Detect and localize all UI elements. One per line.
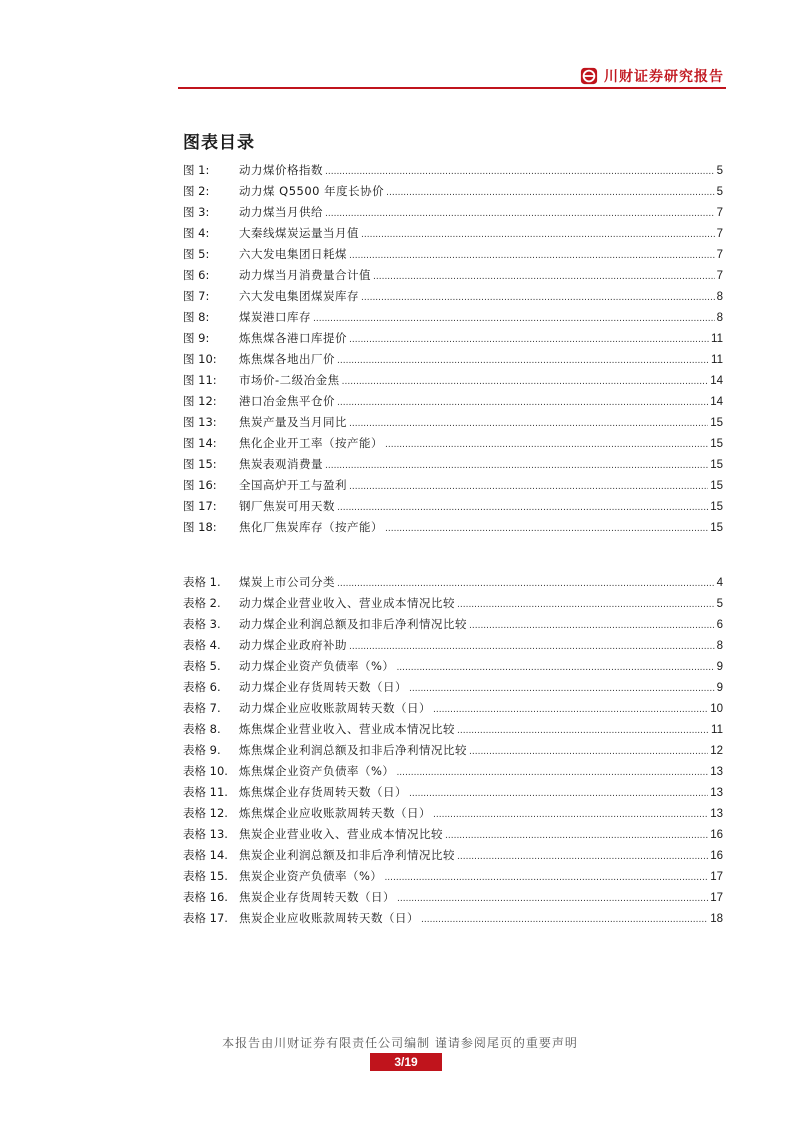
toc-entry-title: 大秦线煤炭运量当月值: [239, 226, 359, 240]
footer-disclaimer: 本报告由川财证券有限责任公司编制 谨请参阅尾页的重要声明: [222, 1036, 578, 1050]
toc-leader-dots: [396, 658, 714, 679]
toc-entry-label: 表格 17.: [183, 911, 228, 925]
toc-entry-title: 焦炭企业利润总额及扣非后净利情况比较: [239, 848, 455, 862]
toc-entry-title: 焦炭企业资产负债率（%）: [239, 869, 383, 883]
figure-toc-entry[interactable]: [183, 517, 723, 538]
toc-entry-label: 图 2:: [183, 184, 210, 198]
toc-leader-dots: [342, 372, 709, 393]
toc-leader-dots: [469, 742, 708, 763]
toc-entry-label: 表格 3.: [183, 617, 221, 631]
toc-entry-title: 动力煤企业资产负债率（%）: [239, 659, 395, 673]
toc-entry-label: 表格 13.: [183, 827, 228, 841]
toc-entry-page: 13: [710, 787, 723, 799]
toc-entry-page: 9: [716, 682, 723, 694]
table-toc-entry[interactable]: [183, 593, 723, 614]
toc-entry-page: 12: [710, 745, 723, 757]
toc-entry-label: 图 6:: [183, 268, 210, 282]
toc-entry-page: 15: [710, 438, 723, 450]
toc-leader-dots: [469, 616, 715, 637]
toc-entry-label: 表格 11.: [183, 785, 228, 799]
toc-leader-dots: [457, 721, 709, 742]
toc-leader-dots: [337, 351, 709, 372]
toc-entry-label: 表格 12.: [183, 806, 228, 820]
toc-entry-title: 动力煤 Q5500 年度长协价: [239, 184, 385, 198]
toc-entry-label: 图 15:: [183, 457, 217, 471]
toc-leader-dots: [384, 868, 708, 889]
figure-toc-entry[interactable]: [183, 244, 723, 265]
toc-entry-label: 表格 2.: [183, 596, 221, 610]
toc-leader-dots: [433, 700, 708, 721]
toc-entry-title: 动力煤当月供给: [239, 205, 323, 219]
table-toc-entry[interactable]: [183, 572, 723, 593]
toc-leader-dots: [325, 456, 708, 477]
table-toc: [183, 572, 723, 929]
figure-toc-entry[interactable]: [183, 349, 723, 370]
toc-entry-page: 5: [716, 598, 723, 610]
toc-entry-label: 图 9:: [183, 331, 210, 345]
toc-leader-dots: [373, 267, 715, 288]
toc-entry-page: 18: [710, 913, 723, 925]
toc-entry-page: 11: [711, 333, 723, 345]
toc-leader-dots: [409, 679, 715, 700]
toc-entry-page: 8: [716, 291, 723, 303]
figure-toc-entry[interactable]: [183, 160, 723, 181]
toc-entry-label: 表格 16.: [183, 890, 228, 904]
toc-entry-label: 图 17:: [183, 499, 217, 513]
toc-leader-dots: [361, 225, 715, 246]
toc-entry-page: 11: [711, 354, 723, 366]
brand: [580, 66, 724, 86]
header-rule: [178, 87, 726, 89]
toc-entry-label: 图 10:: [183, 352, 217, 366]
table-toc-entry[interactable]: [183, 740, 723, 761]
table-toc-entry[interactable]: [183, 614, 723, 635]
toc-entry-title: 全国高炉开工与盈利: [239, 478, 347, 492]
toc-entry-page: 16: [710, 829, 723, 841]
table-toc-entry[interactable]: [183, 719, 723, 740]
toc-entry-title: 炼焦煤企业利润总额及扣非后净利情况比较: [239, 743, 467, 757]
toc-leader-dots: [337, 393, 708, 414]
toc-entry-label: 图 5:: [183, 247, 210, 261]
figure-toc-entry[interactable]: [183, 307, 723, 328]
toc-entry-title: 焦炭企业应收账款周转天数（日）: [239, 911, 419, 925]
toc-entry-title: 六大发电集团煤炭库存: [239, 289, 359, 303]
toc-entry-page: 5: [716, 165, 723, 177]
toc-entry-page: 9: [716, 661, 723, 673]
toc-entry-title: 港口冶金焦平仓价: [239, 394, 335, 408]
table-toc-entry[interactable]: [183, 761, 723, 782]
toc-entry-page: 16: [710, 850, 723, 862]
table-toc-entry[interactable]: [183, 887, 723, 908]
toc-entry-page: 15: [710, 417, 723, 429]
toc-leader-dots: [325, 162, 715, 183]
toc-entry-label: 图 12:: [183, 394, 217, 408]
toc-entry-title: 动力煤企业应收账款周转天数（日）: [239, 701, 431, 715]
figure-toc-entry[interactable]: [183, 202, 723, 223]
toc-entry-label: 图 18:: [183, 520, 217, 534]
table-toc-entry[interactable]: [183, 782, 723, 803]
toc-entry-label: 表格 14.: [183, 848, 228, 862]
toc-entry-page: 14: [710, 396, 723, 408]
toc-entry-page: 6: [716, 619, 723, 631]
toc-entry-label: 图 1:: [183, 163, 210, 177]
toc-entry-page: 15: [710, 522, 723, 534]
figure-toc-entry[interactable]: [183, 433, 723, 454]
toc-entry-title: 焦炭企业营业收入、营业成本情况比较: [239, 827, 443, 841]
figure-toc-entry[interactable]: [183, 265, 723, 286]
toc-leader-dots: [457, 847, 708, 868]
toc-leader-dots: [457, 595, 715, 616]
toc-leader-dots: [313, 309, 715, 330]
toc-entry-page: 11: [711, 724, 723, 736]
toc-entry-label: 图 3:: [183, 205, 210, 219]
figure-toc-entry[interactable]: [183, 370, 723, 391]
toc-entry-page: 15: [710, 501, 723, 513]
toc-entry-title: 动力煤价格指数: [239, 163, 323, 177]
toc-entry-title: 钢厂焦炭可用天数: [239, 499, 335, 513]
table-toc-entry[interactable]: [183, 803, 723, 824]
toc-leader-dots: [325, 204, 715, 225]
toc-entry-title: 动力煤企业存货周转天数（日）: [239, 680, 407, 694]
toc-entry-page: 4: [716, 577, 723, 589]
toc-entry-label: 图 16:: [183, 478, 217, 492]
figure-toc: [183, 160, 723, 538]
toc-entry-label: 表格 1.: [183, 575, 221, 589]
toc-entry-title: 焦化厂焦炭库存（按产能）: [239, 520, 383, 534]
toc-leader-dots: [433, 805, 708, 826]
toc-leader-dots: [385, 519, 708, 540]
brand-name: 川财证券研究报告: [604, 69, 724, 85]
toc-entry-title: 炼焦煤各地出厂价: [239, 352, 335, 366]
table-toc-entry[interactable]: [183, 908, 723, 929]
toc-entry-page: 15: [710, 459, 723, 471]
toc-entry-page: 7: [716, 228, 723, 240]
toc-leader-dots: [349, 330, 709, 351]
toc-entry-page: 10: [710, 703, 723, 715]
toc-leader-dots: [397, 889, 708, 910]
toc-entry-page: 8: [716, 312, 723, 324]
figure-toc-entry[interactable]: [183, 181, 723, 202]
figure-toc-entry[interactable]: [183, 286, 723, 307]
toc-entry-label: 表格 6.: [183, 680, 221, 694]
toc-entry-label: 表格 5.: [183, 659, 221, 673]
toc-entry-page: 13: [710, 766, 723, 778]
table-toc-entry[interactable]: [183, 635, 723, 656]
page-header: [178, 60, 726, 90]
toc-leader-dots: [349, 637, 715, 658]
toc-entry-title: 六大发电集团日耗煤: [239, 247, 347, 261]
toc-entry-page: 5: [716, 186, 723, 198]
toc-leader-dots: [421, 910, 708, 931]
toc-leader-dots: [445, 826, 708, 847]
figure-toc-entry[interactable]: [183, 391, 723, 412]
toc-entry-page: 15: [710, 480, 723, 492]
toc-leader-dots: [349, 477, 708, 498]
toc-leader-dots: [337, 574, 715, 595]
toc-entry-page: 7: [716, 207, 723, 219]
table-toc-entry[interactable]: [183, 845, 723, 866]
toc-entry-page: 17: [710, 871, 723, 883]
toc-entry-label: 表格 10.: [183, 764, 228, 778]
toc-entry-label: 图 7:: [183, 289, 210, 303]
toc-entry-label: 图 4:: [183, 226, 210, 240]
page-number: 3/19: [370, 1053, 442, 1071]
toc-entry-title: 炼焦煤企业营业收入、营业成本情况比较: [239, 722, 455, 736]
toc-entry-title: 炼焦煤企业资产负债率（%）: [239, 764, 395, 778]
toc-leader-dots: [349, 246, 715, 267]
figure-toc-entry[interactable]: [183, 454, 723, 475]
toc-entry-title: 焦炭表观消费量: [239, 457, 323, 471]
toc-entry-title: 动力煤企业政府补助: [239, 638, 347, 652]
toc-leader-dots: [349, 414, 708, 435]
toc-entry-title: 炼焦煤各港口库提价: [239, 331, 347, 345]
toc-leader-dots: [409, 784, 708, 805]
toc-entry-label: 图 14:: [183, 436, 217, 450]
figure-toc-entry[interactable]: [183, 475, 723, 496]
toc-entry-label: 表格 15.: [183, 869, 228, 883]
page-title: 图表目录: [183, 133, 255, 153]
table-toc-entry[interactable]: [183, 677, 723, 698]
toc-entry-page: 8: [716, 640, 723, 652]
figure-toc-entry[interactable]: [183, 328, 723, 349]
toc-entry-title: 焦炭企业存货周转天数（日）: [239, 890, 395, 904]
toc-leader-dots: [396, 763, 708, 784]
toc-leader-dots: [386, 183, 714, 204]
toc-entry-title: 焦炭产量及当月同比: [239, 415, 347, 429]
toc-entry-title: 炼焦煤企业存货周转天数（日）: [239, 785, 407, 799]
toc-entry-title: 动力煤当月消费量合计值: [239, 268, 371, 282]
toc-entry-page: 17: [710, 892, 723, 904]
toc-entry-title: 市场价-二级冶金焦: [239, 373, 340, 387]
figure-toc-entry[interactable]: [183, 412, 723, 433]
toc-entry-page: 7: [716, 270, 723, 282]
toc-entry-label: 表格 8.: [183, 722, 221, 736]
toc-entry-title: 焦化企业开工率（按产能）: [239, 436, 383, 450]
toc-leader-dots: [337, 498, 708, 519]
figure-toc-entry[interactable]: [183, 496, 723, 517]
toc-entry-label: 表格 9.: [183, 743, 221, 757]
toc-entry-label: 图 11:: [183, 373, 217, 387]
toc-entry-title: 动力煤企业利润总额及扣非后净利情况比较: [239, 617, 467, 631]
toc-entry-page: 7: [716, 249, 723, 261]
toc-entry-page: 14: [710, 375, 723, 387]
chuancai-logo-icon: [580, 67, 598, 85]
table-toc-entry[interactable]: [183, 698, 723, 719]
toc-leader-dots: [361, 288, 715, 309]
toc-entry-label: 表格 4.: [183, 638, 221, 652]
figure-toc-entry[interactable]: [183, 223, 723, 244]
toc-entry-label: 表格 7.: [183, 701, 221, 715]
toc-entry-label: 图 13:: [183, 415, 217, 429]
toc-entry-title: 煤炭港口库存: [239, 310, 311, 324]
table-toc-entry[interactable]: [183, 824, 723, 845]
toc-entry-title: 煤炭上市公司分类: [239, 575, 335, 589]
toc-entry-title: 炼焦煤企业应收账款周转天数（日）: [239, 806, 431, 820]
table-toc-entry[interactable]: [183, 866, 723, 887]
toc-leader-dots: [385, 435, 708, 456]
table-toc-entry[interactable]: [183, 656, 723, 677]
toc-entry-title: 动力煤企业营业收入、营业成本情况比较: [239, 596, 455, 610]
toc-entry-page: 13: [710, 808, 723, 820]
toc-entry-label: 图 8:: [183, 310, 210, 324]
